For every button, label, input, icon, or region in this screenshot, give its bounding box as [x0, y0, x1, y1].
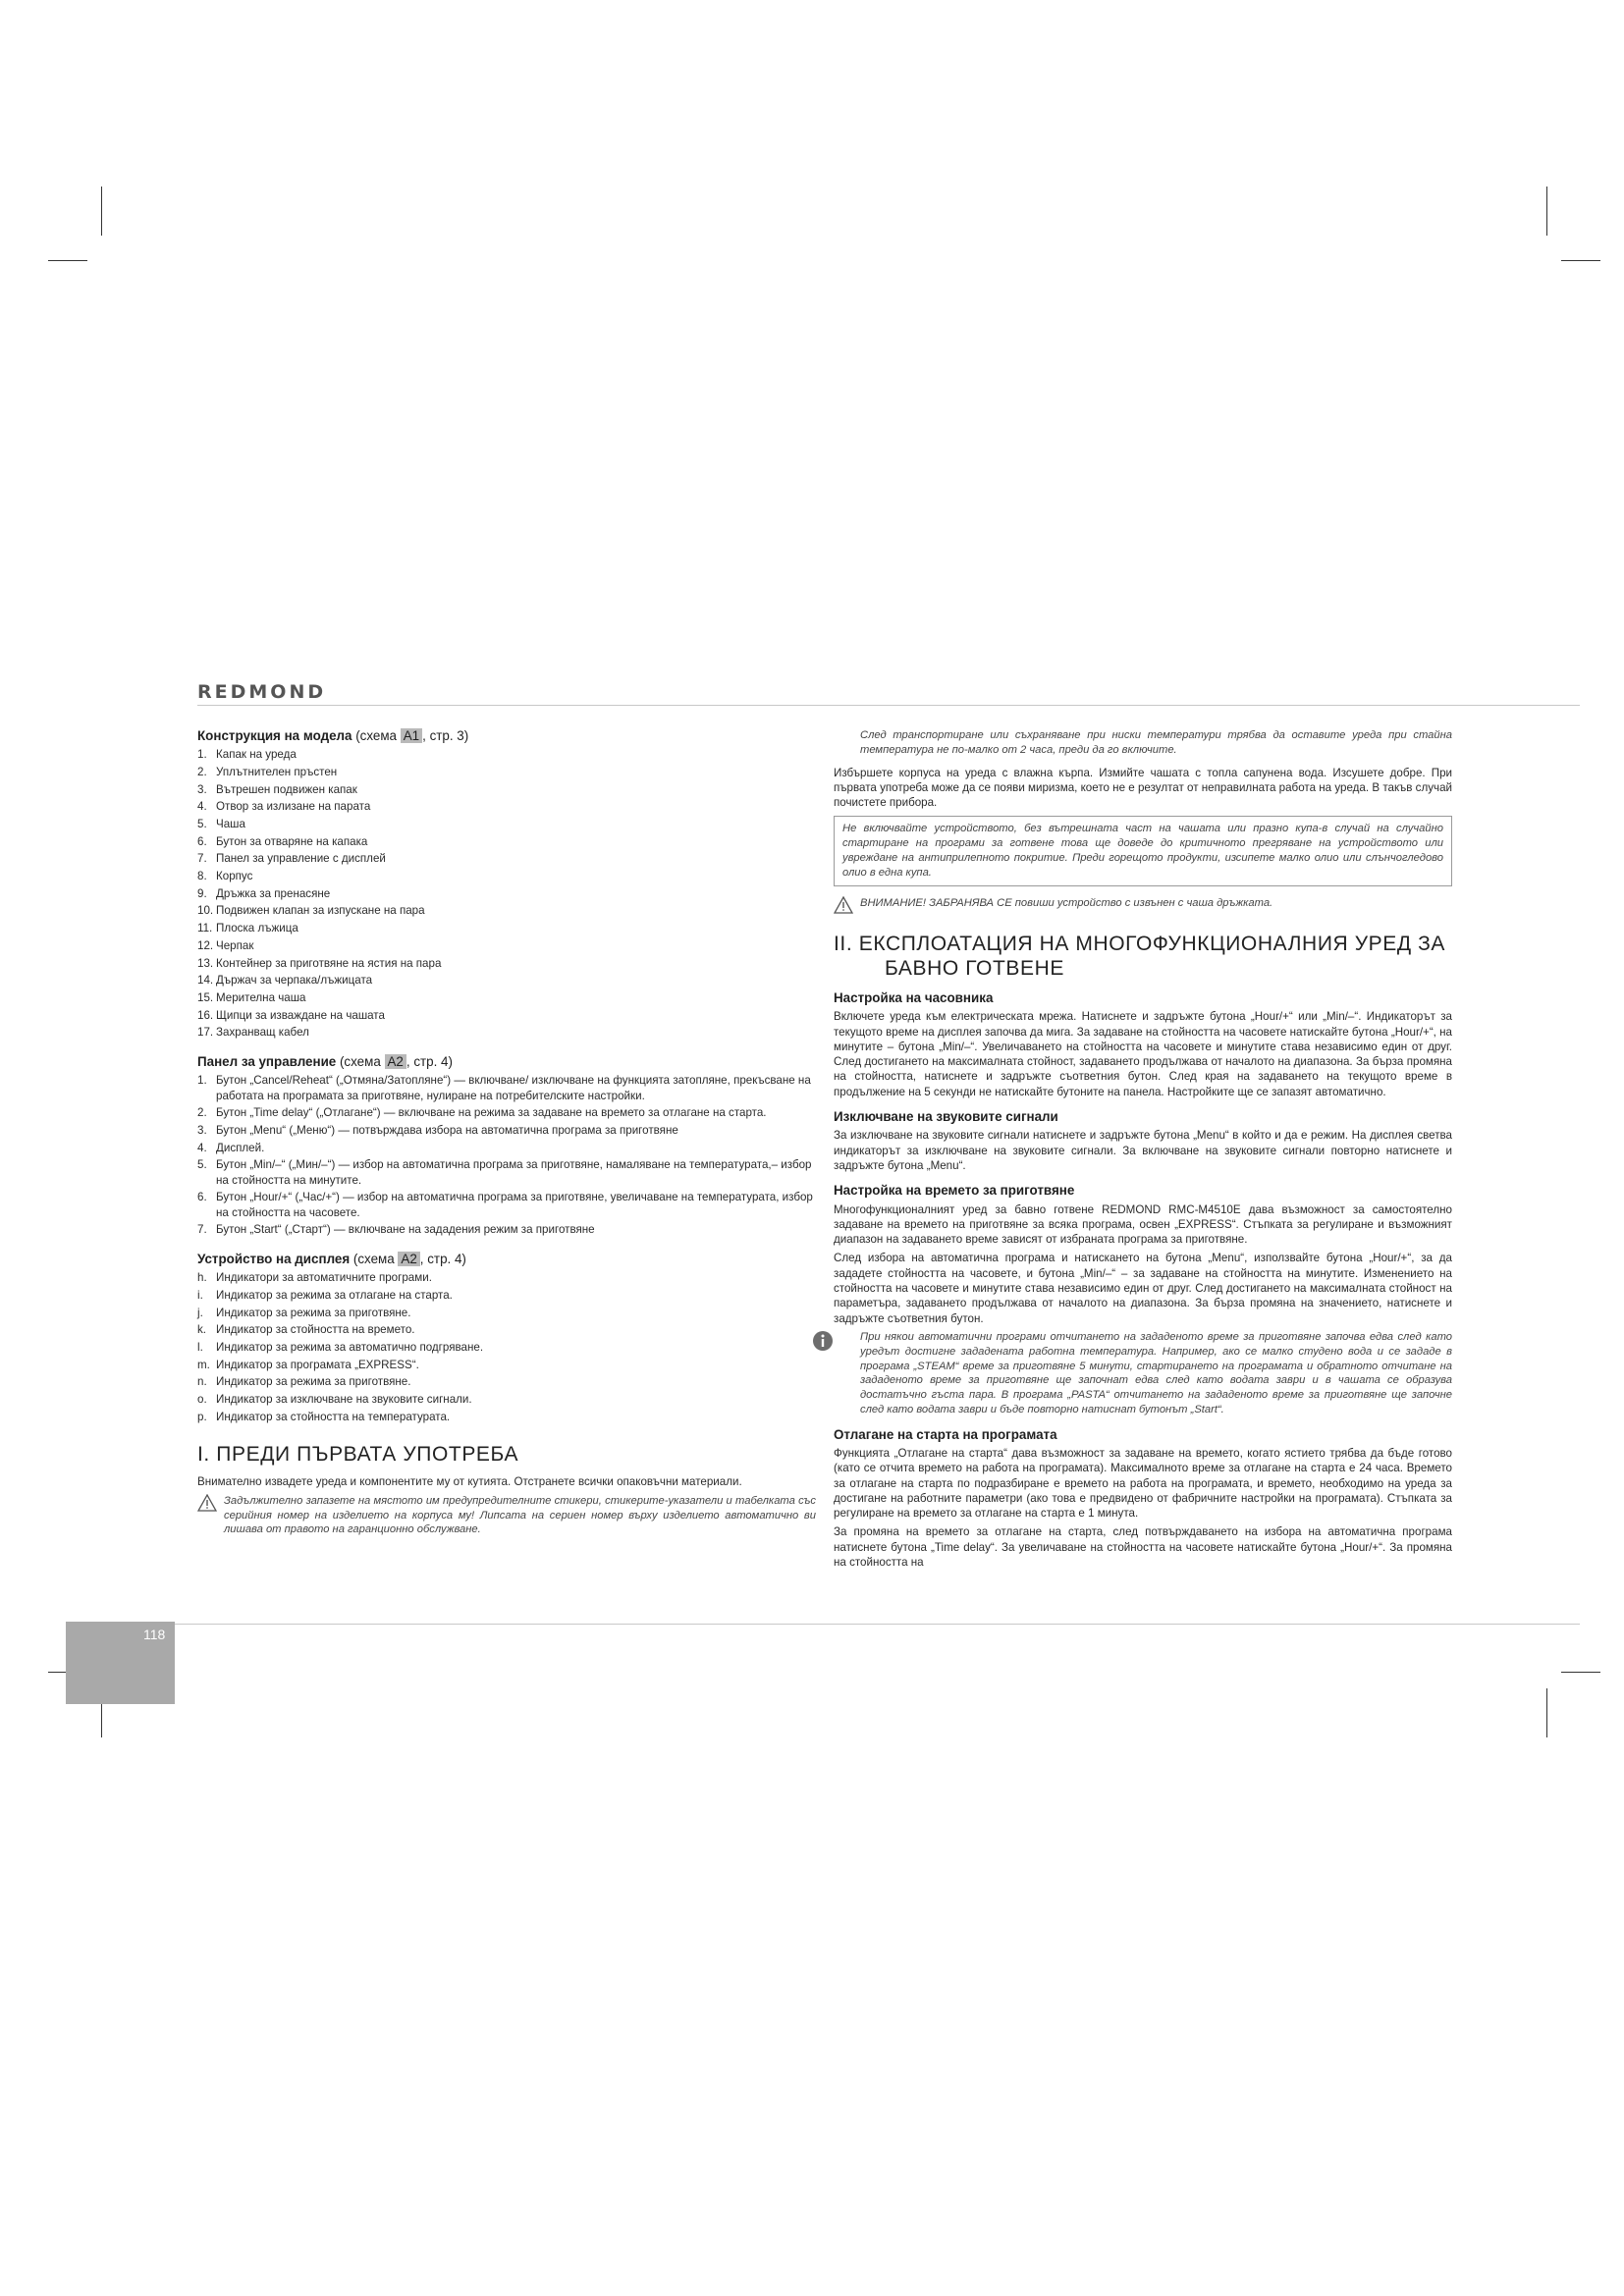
panel-list	[197, 1073, 816, 1237]
display-item-number: j.	[197, 1306, 203, 1319]
info-note	[812, 1330, 1452, 1417]
construction-item-number: 15.	[197, 990, 214, 1004]
panel-item	[197, 1157, 816, 1188]
forbidden-warning-text: ВНИМАНИЕ! ЗАБРАНЯВА СЕ повиши устройство с извънен с чаша дръжката.	[860, 896, 1273, 909]
construction-item-text: Мерителна чаша	[216, 990, 306, 1004]
crop-mark	[101, 187, 102, 236]
construction-item-number: 17.	[197, 1026, 214, 1040]
construction-item-number: 5.	[197, 818, 207, 831]
panel-item-number: 6.	[197, 1191, 207, 1204]
display-item-text: Индикатори за автоматичните програми.	[216, 1271, 432, 1285]
panel-item-text: Бутон „Time delay“ („Отлагане“) — включване на режима за задаване на времето за отлагане на старта.	[216, 1106, 767, 1120]
footer-rule	[175, 1624, 1580, 1625]
construction-item	[197, 1025, 816, 1040]
construction-item-number: 6.	[197, 834, 207, 848]
construction-item-text: Панел за управление с дисплей	[216, 852, 386, 866]
construction-item-text: Отвор за излизане на парата	[216, 800, 371, 814]
display-item-text: Индикатор за програмата „EXPRESS“.	[216, 1358, 419, 1371]
display-item	[197, 1392, 816, 1407]
display-item-text: Индикатор за режима за автоматично подгряване.	[216, 1341, 484, 1355]
panel-item	[197, 1073, 816, 1103]
brand-logo: REDMOND	[197, 681, 327, 703]
construction-item	[197, 956, 816, 971]
display-item-number: n.	[197, 1375, 207, 1389]
construction-item-text: Плоска лъжица	[216, 922, 298, 935]
display-item	[197, 1358, 816, 1372]
display-item	[197, 1306, 816, 1320]
construction-item-text: Уплътнителен пръстен	[216, 765, 338, 778]
construction-item	[197, 886, 816, 901]
construction-item	[197, 799, 816, 814]
warning-icon	[197, 1494, 224, 1537]
left-column	[197, 728, 816, 1545]
crop-mark	[1561, 1672, 1600, 1673]
panel-item-number: 7.	[197, 1223, 207, 1237]
construction-item-text: Щипци за изваждане на чашата	[216, 1008, 385, 1022]
construction-item-number: 3.	[197, 782, 207, 796]
display-item	[197, 1288, 816, 1303]
panel-item-number: 4.	[197, 1141, 207, 1154]
crop-mark	[1546, 1688, 1547, 1737]
clock-heading: Настройка на часовника	[834, 989, 994, 1005]
display-item-text: Индикатор за режима за приготвяне.	[216, 1306, 411, 1319]
delay-paragraph-1: Функцията „Отлагане на старта“ дава възможност за задаване на времето, когато ястието трябва да бъде готово (като се отчита времето на работа на програмата). Максималното време за отлагане на старта е 24 часа. Времето за отлагане на старта по подразбиране е времето на работа на програмата, и времето, необходимо на уреда за достигане на работните параметри (ако това е предвидено от фабричните настройки на програмата). Стъпката за регулиране на времето за отлагане на старта е 1 минута.	[834, 1446, 1452, 1521]
display-item-number: h.	[197, 1271, 207, 1285]
panel-item	[197, 1190, 816, 1220]
display-item-number: l.	[197, 1341, 203, 1355]
sound-heading: Изключване на звуковите сигнали	[834, 1109, 1058, 1125]
construction-item	[197, 921, 816, 935]
display-item-number: k.	[197, 1323, 207, 1337]
construction-item-text: Държач за черпака/лъжицата	[216, 974, 373, 988]
crop-mark	[1546, 187, 1547, 236]
clock-paragraph: Включете уреда към електрическата мрежа. Натиснете и задръжте бутона „Hour/+“ или „Min/–“. Индикаторът за текущото време на дисплея започва да мига. За задаване на стойността на часовете натискайте бутона „Hour/+“, на минутите – бутона „Min/–“. Увеличаването на стойността на часовете и минутите става независимо един от друг. След достигането на максималната стойност, задаването продължава от началото на диапазона. За бърза промяна на стойността, натиснете и задръжте съответния бутон. След края на задаването на текущото време в продължение на 5 секунди не натискайте бутоните на панела. Настройките ще се запазят автоматично.	[834, 1010, 1452, 1098]
construction-item-number: 1.	[197, 748, 207, 762]
construction-item-number: 14.	[197, 974, 214, 988]
construction-item	[197, 973, 816, 988]
display-item-number: p.	[197, 1410, 207, 1423]
construction-item	[197, 990, 816, 1005]
right-column	[834, 728, 1452, 1574]
delay-paragraph-2: За промяна на времето за отлагане на старта, след потвърждаването на избора на автоматична програма натиснете бутона „Time delay“. За увеличаване на стойността на часовете натискайте бутона „Hour/+“. За промяна на стойността на	[834, 1525, 1452, 1570]
header-rule	[197, 705, 1580, 706]
construction-item	[197, 1008, 816, 1023]
panel-item	[197, 1123, 816, 1138]
display-list	[197, 1270, 816, 1424]
cooktime-heading: Настройка на времето за приготвяне	[834, 1183, 1075, 1199]
construction-item	[197, 869, 816, 883]
display-item-text: Индикатор за стойността на температурата.	[216, 1410, 451, 1423]
warning-icon	[834, 896, 860, 918]
display-item-text: Индикатор за режима за отлагане на старта.	[216, 1288, 453, 1302]
construction-item-number: 4.	[197, 800, 207, 814]
transport-note-text: След транспортиране или съхраняване при ниски температури трябва да оставите уреда при стайна температура не по-малко от 2 часа, преди да го включите.	[860, 729, 1452, 756]
boxed-caution-note: Не включвайте устройството, без вътрешната част на чашата или празно купа-в случай на случайно стартиране на програми за готвене това ще доведе до критичното прегряване на устройството или увреждане на антиприлепното покритие. Преди горещото продукти, изсипете малко олио или слънчогледово олио в една купа.	[834, 816, 1452, 885]
panel-item-number: 1.	[197, 1074, 207, 1088]
display-heading: Устройство на дисплея (схема A2 , стр. 4)	[197, 1251, 466, 1266]
construction-item-number: 9.	[197, 886, 207, 900]
construction-item-text: Дръжка за пренасяне	[216, 886, 331, 900]
display-item-number: o.	[197, 1393, 207, 1407]
serial-warning-text: Задължително запазете на мястото им предупредителните стикери, стикерите-указатели и табелката със серийния номер на изделието на корпуса му! Липсата на сериен номер върху изделието автоматично ви лишава от правото на гаранционно обслужване.	[224, 1494, 816, 1536]
crop-mark	[48, 260, 87, 261]
construction-item-text: Чаша	[216, 818, 245, 831]
cooktime-paragraph-2: След избора на автоматична програма и натискането на бутона „Menu“, използвайте бутона „Hour/+“, за да зададете стойността на часовете, и бутона „Min/–“ – за задаване на стойността на минутите. Изменението на стойността на часовете и минутите става независимо един от друг. След достигането на максималната стойност на параметъра, задаването продължава от началото на диапазона. За бърза промяна на значението, натиснете и задръжте съответния бутон.	[834, 1252, 1452, 1325]
display-item	[197, 1340, 816, 1355]
panel-item-text: Дисплей.	[216, 1141, 265, 1154]
info-icon	[812, 1330, 860, 1417]
construction-item-number: 12.	[197, 938, 214, 952]
construction-item	[197, 834, 816, 849]
construction-item-number: 7.	[197, 852, 207, 866]
construction-heading: Конструкция на модела (схема A1 , стр. 3)	[197, 728, 469, 743]
construction-list	[197, 747, 816, 1040]
construction-item-text: Контейнер за приготвяне на ястия на пара	[216, 956, 442, 970]
display-item	[197, 1374, 816, 1389]
construction-item-number: 10.	[197, 904, 214, 918]
display-item-number: m.	[197, 1358, 210, 1371]
display-item-number: i.	[197, 1288, 203, 1302]
construction-item	[197, 903, 816, 918]
display-item	[197, 1322, 816, 1337]
construction-item	[197, 747, 816, 762]
delay-heading: Отлагане на старта на програмата	[834, 1426, 1057, 1442]
construction-item	[197, 817, 816, 831]
construction-item-text: Подвижен клапан за изпускане на пара	[216, 904, 425, 918]
sound-paragraph: За изключване на звуковите сигнали натиснете и задръжте бутона „Menu“ в който и да е режим. На дисплея светва индикаторът за изключване на звуковите сигнали. За включване на звуковите сигнали повторно натиснете и задръжте бутона „Menu“.	[834, 1129, 1452, 1172]
forbidden-warning	[834, 896, 1452, 918]
construction-item-number: 8.	[197, 870, 207, 883]
construction-item-text: Черпак	[216, 938, 254, 952]
panel-item	[197, 1105, 816, 1120]
panel-item-text: Бутон „Hour/+“ („Час/+“) — избор на автоматична програма за приготвяне, увеличаване на температурата, избор на стойността на часовете.	[216, 1191, 813, 1219]
crop-mark	[1561, 260, 1600, 261]
panel-item-text: Бутон „Min/–“ („Мин/–“) — избор на автоматична програма за приготвяне, намаляване на температурата,– избор на стойността на минутите.	[216, 1158, 812, 1187]
construction-item-text: Захранващ кабел	[216, 1026, 309, 1040]
info-note-text: При някои автоматични програми отчитането на зададеното време за приготвяне започва едва след като уредът достигне зададената работна температура. Например, ако се малко студено вода и се зададе в програма „STEAM“ време за приготвяне 5 минути, стартирането на програмата и обратното отчитане на зададеното време за приготвяне ще започнат едва след като водата заври и в чашата се образува достатъчно гъста пара. В програма „PASTA“ отчитането на зададеното време за приготвяне ще започне след като водата заври и бъде повторно натиснат бутонът „Start“.	[860, 1330, 1452, 1415]
serial-warning-note	[197, 1494, 816, 1537]
panel-item-text: Бутон „Cancel/Reheat“ („Отмяна/Затопляне“) — включване/ изключване на функцията затопляне, прекъсване на работата на програмата за приготвяне, нулиране на потребителските настройки.	[216, 1074, 811, 1102]
construction-item	[197, 782, 816, 797]
section-1-paragraph: Внимателно извадете уреда и компонентите му от кутията. Отстранете всички опаковъчни материали.	[197, 1475, 742, 1489]
construction-item-number: 13.	[197, 956, 214, 970]
display-item	[197, 1410, 816, 1424]
construction-item-text: Капак на уреда	[216, 748, 297, 762]
display-item-text: Индикатор за изключване на звуковите сигнали.	[216, 1393, 472, 1407]
display-item	[197, 1270, 816, 1285]
display-item-text: Индикатор за режима за приготвяне.	[216, 1375, 411, 1389]
transport-note	[834, 728, 1452, 758]
panel-item-number: 3.	[197, 1123, 207, 1137]
construction-item-text: Бутон за отваряне на капака	[216, 834, 368, 848]
cooktime-paragraph-1: Многофункционалният уред за бавно готвене REDMOND RMC-M4510E дава възможност за самостоятелно задаване на времето на приготвяне за всяка програма, освен „EXPRESS“. Стъпката за регулиране и възможният диапазон на задаването време зависят от избраната програма за приготвяне.	[834, 1202, 1452, 1247]
display-item-text: Индикатор за стойността на времето.	[216, 1323, 415, 1337]
construction-item-number: 11.	[197, 922, 213, 935]
panel-heading: Панел за управление (схема A2 , стр. 4)	[197, 1053, 453, 1069]
construction-item-text: Вътрешен подвижен капак	[216, 782, 357, 796]
construction-item	[197, 851, 816, 866]
page-number: 118	[143, 1627, 166, 1642]
panel-item-number: 2.	[197, 1106, 207, 1120]
construction-item	[197, 938, 816, 953]
cleaning-paragraph: Избършете корпуса на уреда с влажна кърпа. Измийте чашата с топла сапунена вода. Изсушете добре. При първата употреба може да се появи миризма, което не е резултат от неправилната работа на уреда. В такъв случай почистете прибора.	[834, 766, 1452, 810]
section-1-heading: I. ПРЕДИ ПЪРВАТА УПОТРЕБА	[197, 1443, 519, 1467]
panel-item	[197, 1141, 816, 1155]
construction-item-text: Корпус	[216, 870, 253, 883]
construction-item-number: 16.	[197, 1008, 214, 1022]
panel-item	[197, 1222, 816, 1237]
section-2-heading: II. ЕКСПЛОАТАЦИЯ НА МНОГОФУНКЦИОНАЛНИЯ УРЕД ЗА БАВНО ГОТВЕНЕ	[834, 932, 1446, 980]
panel-item-number: 5.	[197, 1158, 207, 1172]
panel-item-text: Бутон „Start“ („Старт“) — включване на зададения режим за приготвяне	[216, 1223, 595, 1237]
construction-item	[197, 765, 816, 779]
construction-item-number: 2.	[197, 765, 207, 778]
panel-item-text: Бутон „Menu“ („Меню“) — потвърждава избора на автоматична програма за приготвяне	[216, 1123, 678, 1137]
